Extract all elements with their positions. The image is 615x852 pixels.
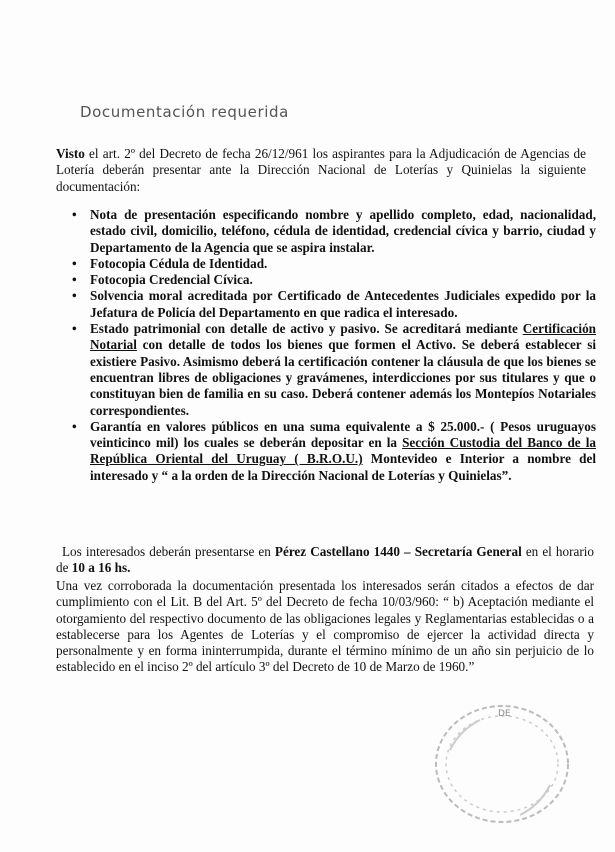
list-item (72, 321, 596, 419)
requirement-underlined: Sección Custodia del Banco de la República Oriental del Uruguay ( B.R.O.U.) (90, 435, 596, 467)
schedule-hours: 10 a 16 hs. (71, 560, 131, 576)
page-title: Documentación requerida (80, 103, 289, 121)
requirement-text: Estado patrimonial con detalle de activo y pasivo. Se acreditará mediante (90, 321, 523, 337)
intro-text: el art. 2º del Decreto de fecha 26/12/961 los aspirantes para la Adjudicación de Agencias de Lotería deberán presentar ante la Dirección Nacional de Loterías y Quinielas la siguiente documentación: (56, 146, 586, 194)
schedule-paragraph (56, 544, 594, 577)
closing-paragraph: Una vez corroborada la documentación presentada los interesados serán citados a efectos de dar cumplimiento con el Lit. B del Art. 5º del Decreto de fecha 10/03/960: “ b) Aceptación mediante el otorgamiento del respectivo documento de las obligaciones legales y Reglamentarias establecidas o a establecerse para los Agentes de Loterías y el compromiso de ejercer la actividad directa y personalmente y en forma ininterrumpida, durante el término mínimo de un año sin perjuicio de lo establecido en el inciso 2º del artículo 3º del Decreto de 10 de Marzo de 1960.” (56, 578, 594, 675)
requirement-text: Solvencia moral acreditada por Certificado de Antecedentes Judiciales expedido por la Jefatura de Policía del Departamento en que radica el interesado. (90, 288, 596, 320)
list-item (72, 256, 596, 272)
requirement-text: Fotocopia Credencial Cívica. (90, 272, 253, 288)
intro-lead: Visto (56, 146, 85, 161)
list-item (72, 272, 596, 288)
requirement-text: Montevideo e Interior a nombre del interesado y “ a la orden de la Dirección Nacional de Loterías y Quinielas”. (90, 451, 596, 483)
requirement-text: Fotocopia Cédula de Identidad. (90, 255, 268, 271)
stamp-seal (420, 690, 580, 835)
seal-text: DE (498, 709, 511, 719)
schedule-text: en el horario de (56, 544, 594, 576)
requirement-text: Garantía en valores públicos en una suma equivalente a $ 25.000.- ( Pesos uruguayos veinticinco mil) los cuales se deberán depositar en la (90, 418, 596, 451)
requirement-underlined: Certificación Notarial (90, 321, 596, 353)
schedule-address: Pérez Castellano 1440 – Secretaría General (274, 544, 522, 559)
list-item (72, 207, 596, 256)
schedule-text: Los interesados deberán presentarse en (62, 544, 275, 559)
intro-paragraph (56, 146, 586, 195)
requirement-text: con detalle de todos los bienes que formen el Activo. Se deberá establecer si existiere Pasivo. Asimismo deberá la certificación contener la cláusula de que los bienes se encuentran libres de obligaciones y gravámenes, interdicciones por sus titulares y que o constituyan bien de familia en su caso. Deberá contener además los Montepíos Notariales correspondientes. (90, 337, 596, 418)
requirements-list (72, 207, 596, 484)
requirement-text: Nota de presentación especificando nombre y apellido completo, edad, nacionalidad, estado civil, domicilio, teléfono, cédula de identidad, credencial cívica y barrio, ciudad y Departamento de la Agencia que se aspira instalar. (90, 207, 596, 255)
list-item (72, 419, 596, 484)
list-item (72, 288, 596, 321)
